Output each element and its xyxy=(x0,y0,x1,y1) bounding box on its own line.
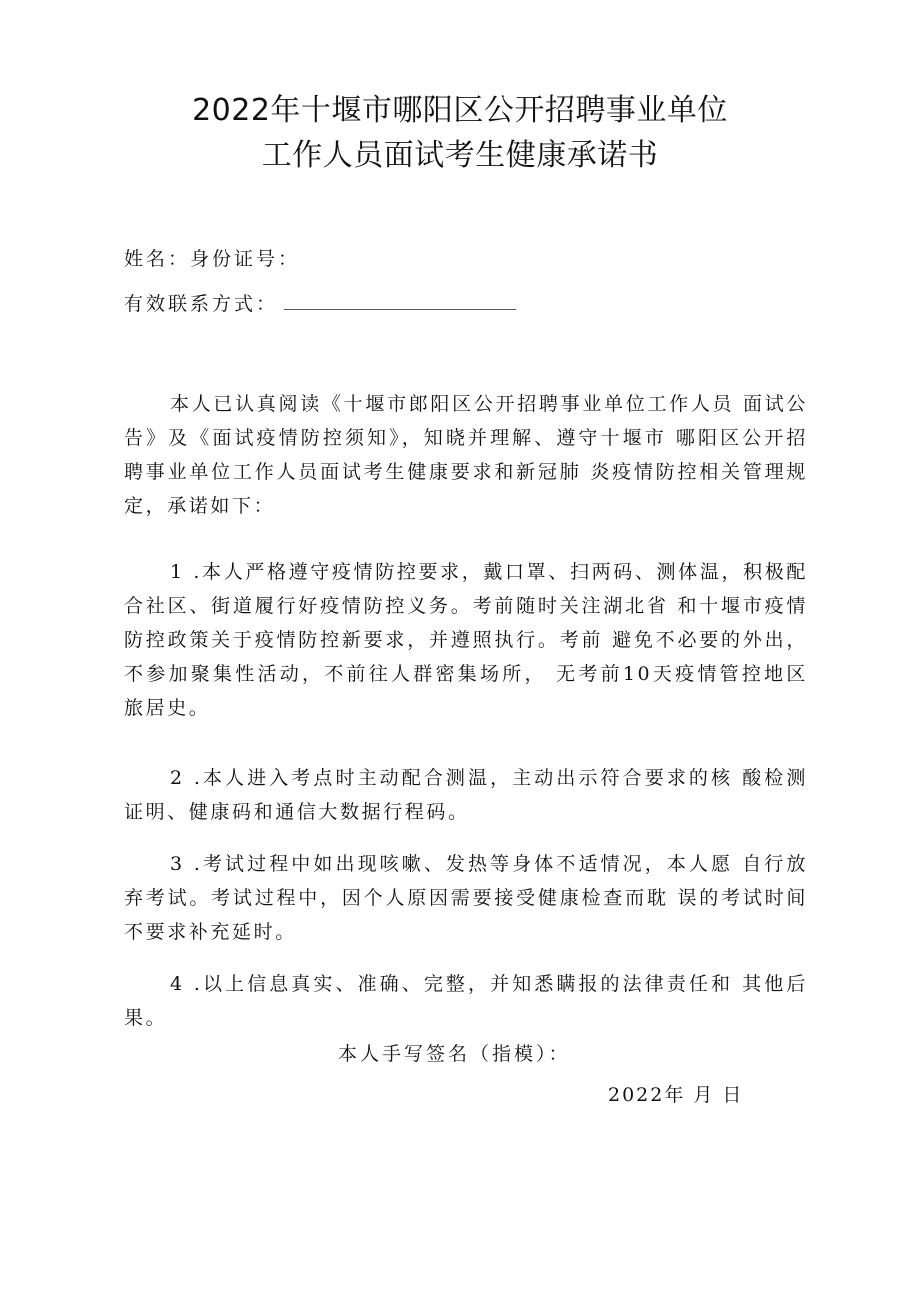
signature-label: 本人手写签名（指模）： xyxy=(338,1043,571,1065)
commitment-item-1: 1 .本人严格遵守疫情防控要求，戴口罩、扫两码、测体温，积极配合社区、街道履行好疫情防控义务。考前随时关注湖北省 和十堰市疫情防控政策关于疫情防控新要求，并遵照执行。考前 避免不必要的外出，不参加聚集性活动，不前往人群密集场所， 无考前10天疫情管控地区旅居史。 xyxy=(124,561,808,719)
contact-field xyxy=(124,290,516,318)
contact-blank-line xyxy=(284,291,516,310)
name-id-field xyxy=(124,245,300,273)
commitment-item-4: 4 .以上信息真实、准确、完整，并知悉瞒报的法律责任和 其他后果。 xyxy=(124,973,808,1029)
signature-date: 2022年 月 日 xyxy=(608,1084,744,1106)
document-title-line-2: 工作人员面试考生健康承诺书 xyxy=(261,138,659,173)
commitment-item-2: 2 .本人进入考点时主动配合测温，主动出示符合要求的核 酸检测证明、健康码和通信大数据行程码。 xyxy=(124,767,808,823)
contact-label: 有效联系方式： xyxy=(124,293,279,315)
document-title-line-1: 2022年十堰市哪阳区公开招聘事业单位 xyxy=(192,93,728,128)
intro-paragraph: 本人已认真阅读《十堰市郎阳区公开招聘事业单位工作人员 面试公告》及《面试疫情防控须知》，知晓并理解、遵守十堰市 哪阳区公开招聘事业单位工作人员面试考生健康要求和新冠肺 炎疫情防控相关管理规定，承诺如下： xyxy=(124,393,808,517)
name-id-label: 姓名：身份证号： xyxy=(124,248,301,270)
commitment-item-3: 3 .考试过程中如出现咳嗽、发热等身体不适情况，本人愿 自行放弃考试。考试过程中，因个人原因需要接受健康检查而耽 误的考试时间不要求补充延时。 xyxy=(124,853,808,943)
